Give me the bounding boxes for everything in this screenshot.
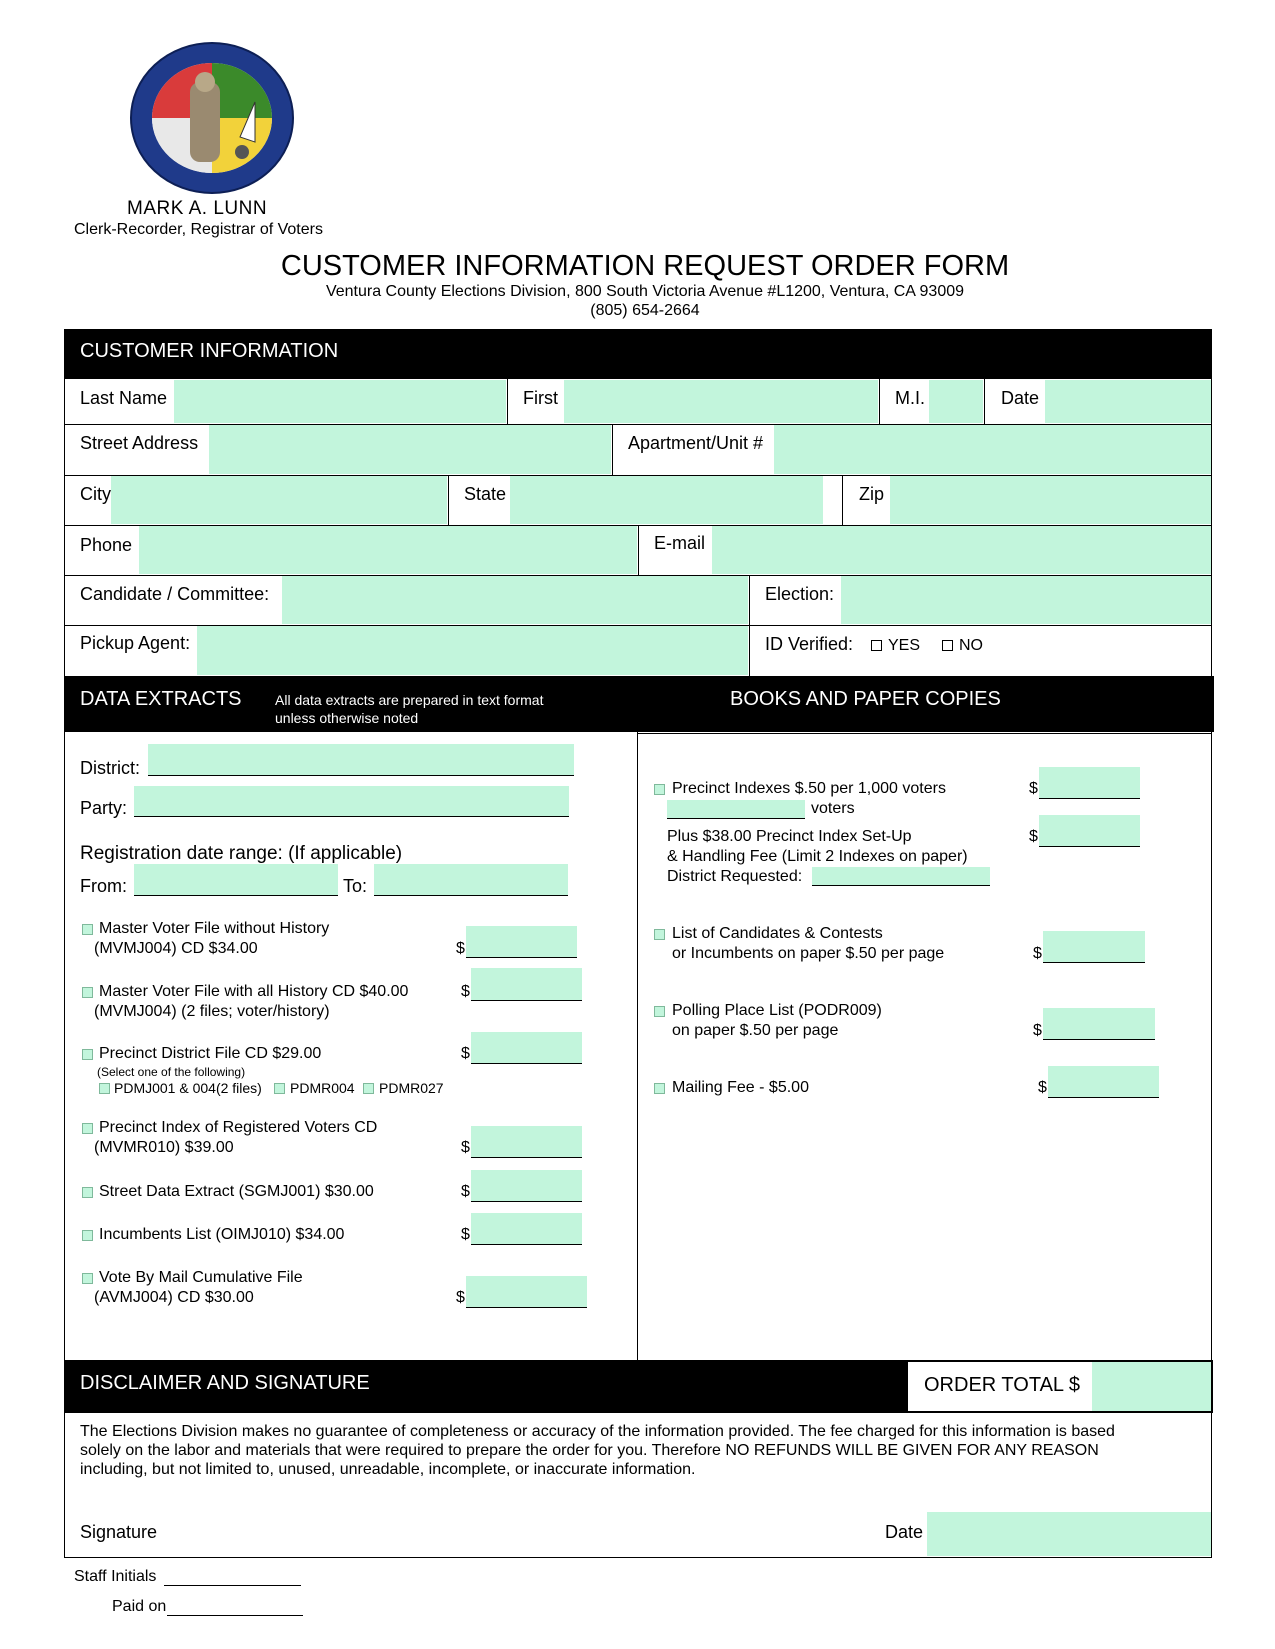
pdmr027-checkbox[interactable]: [363, 1083, 374, 1094]
official-name: MARK A. LUNN: [127, 198, 268, 219]
incumbents-list-amount[interactable]: [471, 1213, 582, 1244]
precinct-index-registered-voters-amount[interactable]: [471, 1126, 582, 1157]
paid-on-line[interactable]: [167, 1615, 303, 1616]
pdmr004-label: PDMR004: [290, 1080, 355, 1096]
data-extracts-heading: DATA EXTRACTS: [80, 688, 242, 710]
dollar-sign: $: [456, 1289, 465, 1306]
date-label: Date: [1001, 388, 1040, 408]
books-heading: BOOKS AND PAPER COPIES: [730, 688, 1001, 710]
precinct-index-registered-voters-code: (MVMR010) $39.00: [94, 1139, 234, 1156]
dollar-sign: $: [1029, 780, 1038, 797]
city-label: City: [80, 484, 111, 504]
mailing-fee-amount[interactable]: [1048, 1066, 1159, 1097]
party-label: Party:: [80, 798, 128, 818]
dollar-sign: $: [1033, 1022, 1042, 1039]
state-field[interactable]: [510, 476, 823, 524]
phone-field[interactable]: [139, 526, 637, 574]
last-name-label: Last Name: [80, 388, 168, 408]
setup-fee-line1: Plus $38.00 Precinct Index Set-Up: [667, 828, 912, 845]
district-requested-label: District Requested:: [667, 868, 803, 885]
id-verified-no-label: NO: [959, 637, 983, 654]
setup-fee-amount[interactable]: [1039, 815, 1140, 846]
precinct-indexes-amount[interactable]: [1039, 767, 1140, 798]
precinct-indexes-voters-count[interactable]: [667, 800, 805, 818]
division-address: Ventura County Elections Division, 800 South Victoria Avenue #L1200, Ventura, CA 93009: [325, 283, 965, 300]
precinct-index-registered-voters-label: Precinct Index of Registered Voters CD: [99, 1119, 378, 1136]
staff-initials-line[interactable]: [164, 1585, 301, 1586]
dollar-sign: $: [461, 1226, 470, 1243]
election-field[interactable]: [841, 576, 1211, 624]
id-verified-yes-checkbox[interactable]: [871, 640, 882, 651]
division-phone: (805) 654-2664: [590, 302, 700, 319]
master-voter-file-no-history-label: Master Voter File without History: [99, 920, 330, 937]
pickup-agent-label: Pickup Agent:: [80, 633, 191, 653]
street-address-label: Street Address: [80, 433, 199, 453]
precinct-index-registered-voters-checkbox[interactable]: [82, 1123, 93, 1134]
from-date-field[interactable]: [134, 864, 338, 895]
pdmr027-label: PDMR027: [379, 1080, 444, 1096]
candidate-committee-label: Candidate / Committee:: [80, 584, 270, 604]
candidates-contests-label: List of Candidates & Contests: [672, 925, 883, 942]
last-name-field[interactable]: [174, 380, 506, 423]
county-seal-logo: [130, 42, 294, 194]
mailing-fee-checkbox[interactable]: [654, 1083, 665, 1094]
master-voter-file-with-history-label: Master Voter File with all History CD $40.00: [99, 983, 409, 1000]
customer-info-heading: CUSTOMER INFORMATION: [80, 340, 339, 362]
street-data-extract-label: Street Data Extract (SGMJ001) $30.00: [99, 1183, 374, 1200]
master-voter-file-with-history-code: (MVMJ004) (2 files; voter/history): [94, 1003, 330, 1020]
dollar-sign: $: [461, 1139, 470, 1156]
signature-date-label: Date: [885, 1522, 924, 1542]
zip-label: Zip: [859, 484, 885, 504]
disclaimer-text-line2: solely on the labor and materials that were required to prepare the order for you. Therefore NO REFUNDS WILL BE GIVEN FOR ANY REASON: [80, 1442, 1099, 1459]
vote-by-mail-file-checkbox[interactable]: [82, 1273, 93, 1284]
master-voter-file-no-history-amount[interactable]: [466, 926, 577, 957]
setup-fee-line2: & Handling Fee (Limit 2 Indexes on paper): [667, 848, 968, 865]
zip-field[interactable]: [890, 476, 1211, 524]
polling-place-list-price: on paper $.50 per page: [672, 1022, 839, 1039]
district-requested-field[interactable]: [812, 867, 990, 885]
pickup-agent-field[interactable]: [197, 626, 748, 675]
signature-date-field[interactable]: [927, 1512, 1211, 1556]
street-address-field[interactable]: [209, 425, 611, 474]
master-voter-file-no-history-checkbox[interactable]: [82, 924, 93, 935]
disclaimer-header: [64, 1360, 906, 1413]
paid-on-label: Paid on: [112, 1598, 167, 1615]
staff-initials-label: Staff Initials: [74, 1568, 157, 1585]
master-voter-file-no-history-code: (MVMJ004) CD $34.00: [94, 940, 258, 957]
dollar-sign: $: [1033, 945, 1042, 962]
signature-label: Signature: [80, 1522, 158, 1542]
customer-info-header: [64, 329, 1212, 379]
to-label: To:: [343, 876, 368, 896]
voters-label: voters: [811, 800, 855, 817]
order-total-label: ORDER TOTAL $: [924, 1374, 1080, 1396]
street-data-extract-amount[interactable]: [471, 1170, 582, 1201]
dollar-sign: $: [461, 1045, 470, 1062]
data-extracts-note-line1: All data extracts are prepared in text format: [275, 692, 544, 708]
vote-by-mail-file-amount[interactable]: [466, 1276, 587, 1307]
polling-place-list-checkbox[interactable]: [654, 1006, 665, 1017]
district-label: District:: [80, 758, 140, 778]
form-title: CUSTOMER INFORMATION REQUEST ORDER FORM: [280, 250, 1010, 282]
city-field[interactable]: [111, 476, 447, 524]
pdmr004-checkbox[interactable]: [274, 1083, 285, 1094]
state-label: State: [464, 484, 507, 504]
election-label: Election:: [765, 584, 835, 604]
vote-by-mail-file-label: Vote By Mail Cumulative File: [99, 1269, 303, 1286]
order-total-field[interactable]: [1092, 1362, 1211, 1411]
candidates-contests-amount[interactable]: [1043, 931, 1145, 962]
data-extracts-note-line2: unless otherwise noted: [275, 710, 419, 726]
candidates-contests-price: or Incumbents on paper $.50 per page: [672, 945, 945, 962]
dollar-sign: $: [461, 1183, 470, 1200]
to-date-field[interactable]: [374, 864, 568, 895]
id-verified-no-checkbox[interactable]: [942, 640, 953, 651]
candidate-committee-field[interactable]: [282, 576, 748, 624]
first-name-label: First: [523, 388, 558, 408]
dollar-sign: $: [1029, 828, 1038, 845]
polling-place-list-label: Polling Place List (PODR009): [672, 1002, 882, 1019]
apartment-label: Apartment/Unit #: [628, 433, 764, 453]
id-verified-label: ID Verified:: [765, 634, 854, 654]
email-field[interactable]: [712, 526, 1211, 574]
from-label: From:: [80, 876, 127, 896]
disclaimer-text-line3: including, but not limited to, unused, unreadable, incomplete, or inaccurate information.: [80, 1461, 696, 1478]
apartment-field[interactable]: [774, 425, 1211, 474]
precinct-indexes-checkbox[interactable]: [654, 784, 665, 795]
candidates-contests-checkbox[interactable]: [654, 929, 665, 940]
disclaimer-heading: DISCLAIMER AND SIGNATURE: [80, 1372, 370, 1394]
mi-field[interactable]: [929, 380, 983, 423]
vote-by-mail-file-code: (AVMJ004) CD $30.00: [94, 1289, 254, 1306]
email-label: E-mail: [654, 533, 706, 553]
mailing-fee-label: Mailing Fee - $5.00: [672, 1079, 809, 1096]
polling-place-list-amount[interactable]: [1043, 1008, 1155, 1039]
party-field[interactable]: [134, 786, 569, 816]
precinct-district-file-amount[interactable]: [471, 1032, 582, 1063]
registration-date-range-label: Registration date range: (If applicable): [80, 843, 403, 864]
dollar-sign: $: [456, 940, 465, 957]
precinct-district-file-label: Precinct District File CD $29.00: [99, 1045, 322, 1062]
official-title: Clerk-Recorder, Registrar of Voters: [74, 221, 323, 238]
dollar-sign: $: [461, 983, 470, 1000]
incumbents-list-label: Incumbents List (OIMJ010) $34.00: [99, 1226, 345, 1243]
master-voter-file-with-history-amount[interactable]: [471, 968, 582, 1000]
data-extracts-header: [64, 676, 1214, 732]
pdmj001-004-label: PDMJ001 & 004(2 files): [114, 1080, 262, 1096]
precinct-indexes-label: Precinct Indexes $.50 per 1,000 voters: [672, 780, 946, 797]
precinct-district-file-instructions: (Select one of the following): [97, 1065, 246, 1079]
master-voter-file-with-history-checkbox[interactable]: [82, 987, 93, 998]
street-data-extract-checkbox[interactable]: [82, 1187, 93, 1198]
date-field[interactable]: [1045, 380, 1211, 423]
phone-label: Phone: [80, 535, 133, 555]
first-name-field[interactable]: [564, 380, 878, 423]
dollar-sign: $: [1038, 1079, 1047, 1096]
precinct-district-file-checkbox[interactable]: [82, 1049, 93, 1060]
id-verified-yes-label: YES: [888, 637, 921, 654]
district-field[interactable]: [148, 744, 574, 775]
mi-label: M.I.: [895, 388, 925, 408]
incumbents-list-checkbox[interactable]: [82, 1230, 93, 1241]
disclaimer-text-line1: The Elections Division makes no guarantee of completeness or accuracy of the information provided. The fee charged for this information is based: [80, 1423, 1115, 1440]
pdmj001-004-checkbox[interactable]: [99, 1083, 110, 1094]
